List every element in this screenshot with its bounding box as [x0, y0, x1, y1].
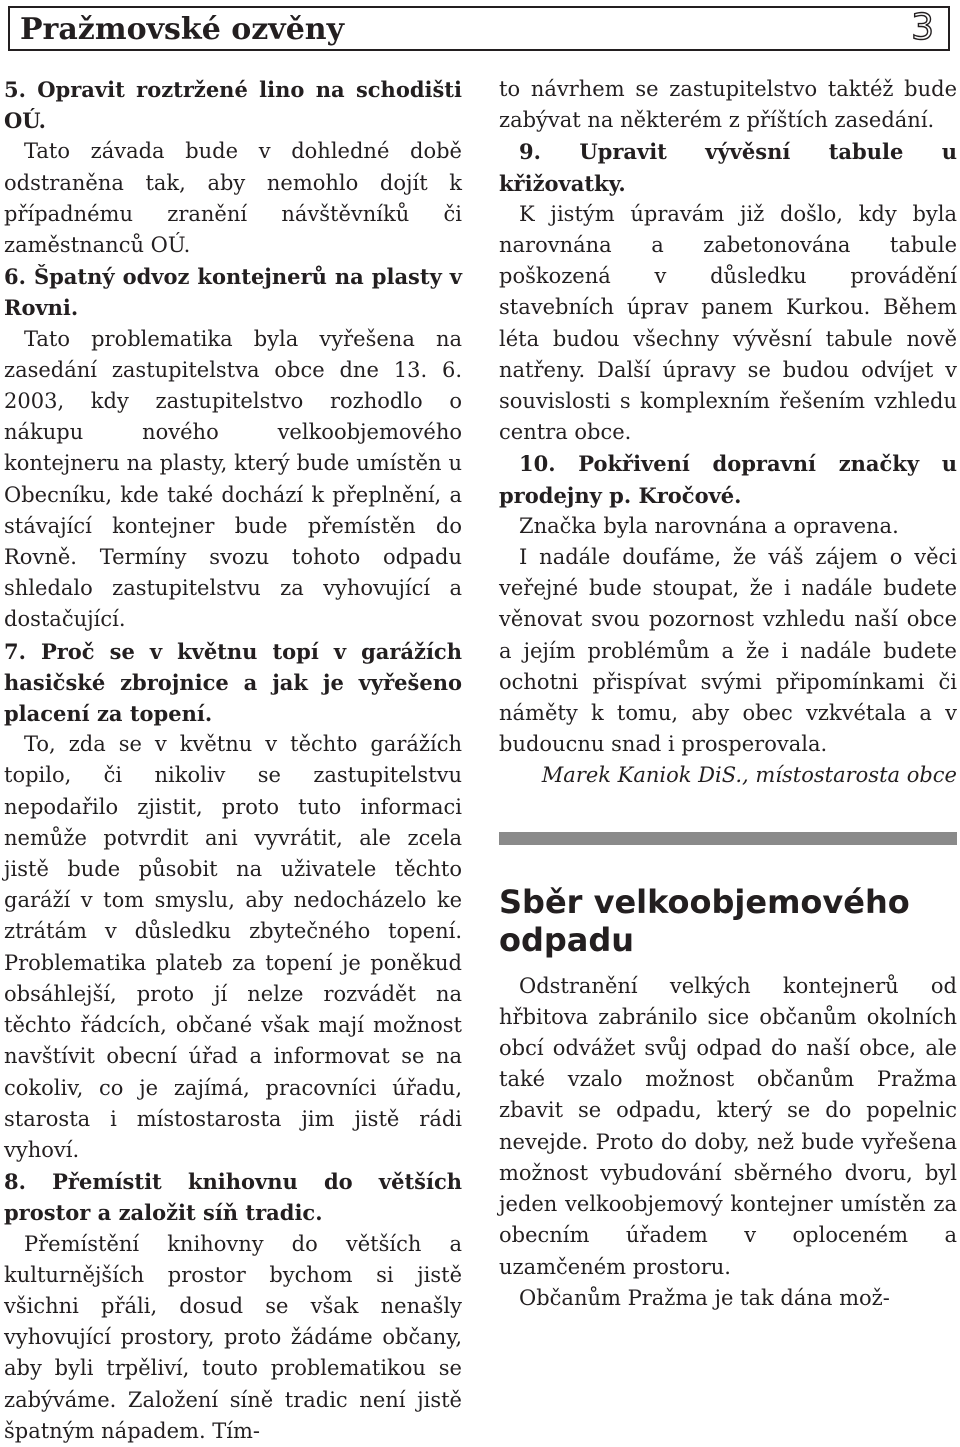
- section-divider: [499, 832, 957, 845]
- item-7-text: To, zda se v květnu v těchto garážích topilo, či nikoliv se zastupitelstvu nepodařilo zjistit, proto tuto informaci nemůže potvrdit ani vyvrátit, ale zcela jistě bude působit na uživatele těchto garáží v tom smyslu, aby nedocházelo ke ztrátám v důsledku zbytečného topení. Problematika plateb za topení je poněkud obsáhlejší, proto jí nelze rozvádět na těchto řádcích, občané však mají možnost navštívit obecní úřad a informovat se na cokoliv, co je zajímá, pracovníci úřadu, starosta i místostarosta jim jistě rádi vyhoví.: [4, 732, 462, 1162]
- closing-paragraph: I nadále doufáme, že váš zájem o věci veřejné bude stoupat, že i nadále budete věnovat svou pozornost vzhledu naší obce a jejím problémům a že i nadále budete ochotni přispívat svými připomínkami či náměty k tomu, aby obec vzkvétala a v budoucnu snad i prosperovala.: [499, 545, 957, 757]
- author-signature: Marek Kaniok DiS., místostarosta obce: [541, 763, 957, 788]
- item-5-text: Tato závada bude v dohledné době odstraněna tak, aby nemohlo dojít k případnému zranění návštěvníků či zaměstnanců OÚ.: [4, 139, 462, 258]
- item-10-heading: 10. Pokřivení dopravní značky u prodejny p. Kročové.: [499, 451, 957, 508]
- item-8-text: Přemístění knihovny do větších a kulturnějších prostor bychom si jistě všichni přáli, dosud se však nenašly vyhovující prostory, proto žádáme občany, aby byli trpěliví, touto problematikou se zabýváme. Založení síně tradic není jistě špatným nápadem. Tím-: [4, 1231, 462, 1443]
- item-7-heading: 7. Proč se v květnu topí v garážích hasičské zbrojnice a jak je vyřešeno placení za topení.: [4, 638, 462, 727]
- item-6-heading: 6. Špatný odvoz kontejnerů na plasty v Rovni.: [4, 264, 462, 321]
- item-10-text: Značka byla narovnána a opravena.: [519, 513, 899, 538]
- item-9-text: K jistým úpravám již došlo, kdy byla narovnána a zabetonována tabule poškozená v důsledku provádění stavebních úprav panem Kurkou. Během léta budou všechny vývěsní tabule nově natřeny. Další úpravy se budou odvíjet v souvislosti s komplexním řešením vzhledu centra obce.: [499, 201, 957, 445]
- item-8-text-continued: to návrhem se zastupitelstvo taktéž bude zabývat na některém z příštích zasedání.: [499, 77, 957, 133]
- item-9-heading: 9. Upravit vývěsní tabule u křižovatky.: [499, 139, 957, 196]
- newsletter-title: Pražmovské ozvěny: [20, 12, 345, 47]
- item-6-text: Tato problematika byla vyřešena na zasedání zastupitelstva obce dne 13. 6. 2003, kdy zastupitelstvo rozhodlo o nákupu nového velkoobjemového kontejneru na plasty, který bude umístěn u Obecníku, kde také dochází k přeplnění, a stávající kontejner bude přemístěn do Rovně. Termíny svozu tohoto odpadu shledalo zastupitelstvu za vyhovující a dostačující.: [4, 326, 462, 632]
- right-column: [499, 74, 957, 1314]
- left-column: [4, 74, 462, 1447]
- section-paragraph-2: Občanům Pražma je tak dána mož-: [519, 1285, 890, 1310]
- section-paragraph-1: Odstranění velkých kontejnerů od hřbitova zabránilo sice občanům okolních obcí odvážet svůj odpad do naší obce, ale také vzalo možnost občanům Pražma zbavit se odpadu, který se do popelnic nevejde. Proto do doby, než bude vyřešena možnost vybudování sběrného dvoru, byl jeden velkoobjemový kontejner umístěn za obecním úřadem v oploceném a uzamčeném prostoru.: [499, 973, 957, 1279]
- section-title: Sběr velkoobjemového odpadu: [499, 882, 910, 959]
- item-5-heading: 5. Opravit roztržené lino na schodišti OÚ.: [4, 77, 462, 134]
- page-number: 3: [911, 7, 934, 48]
- item-8-heading: 8. Přemístit knihovnu do větších prostor a založit síň tradic.: [4, 1169, 462, 1226]
- page-header: [8, 6, 950, 51]
